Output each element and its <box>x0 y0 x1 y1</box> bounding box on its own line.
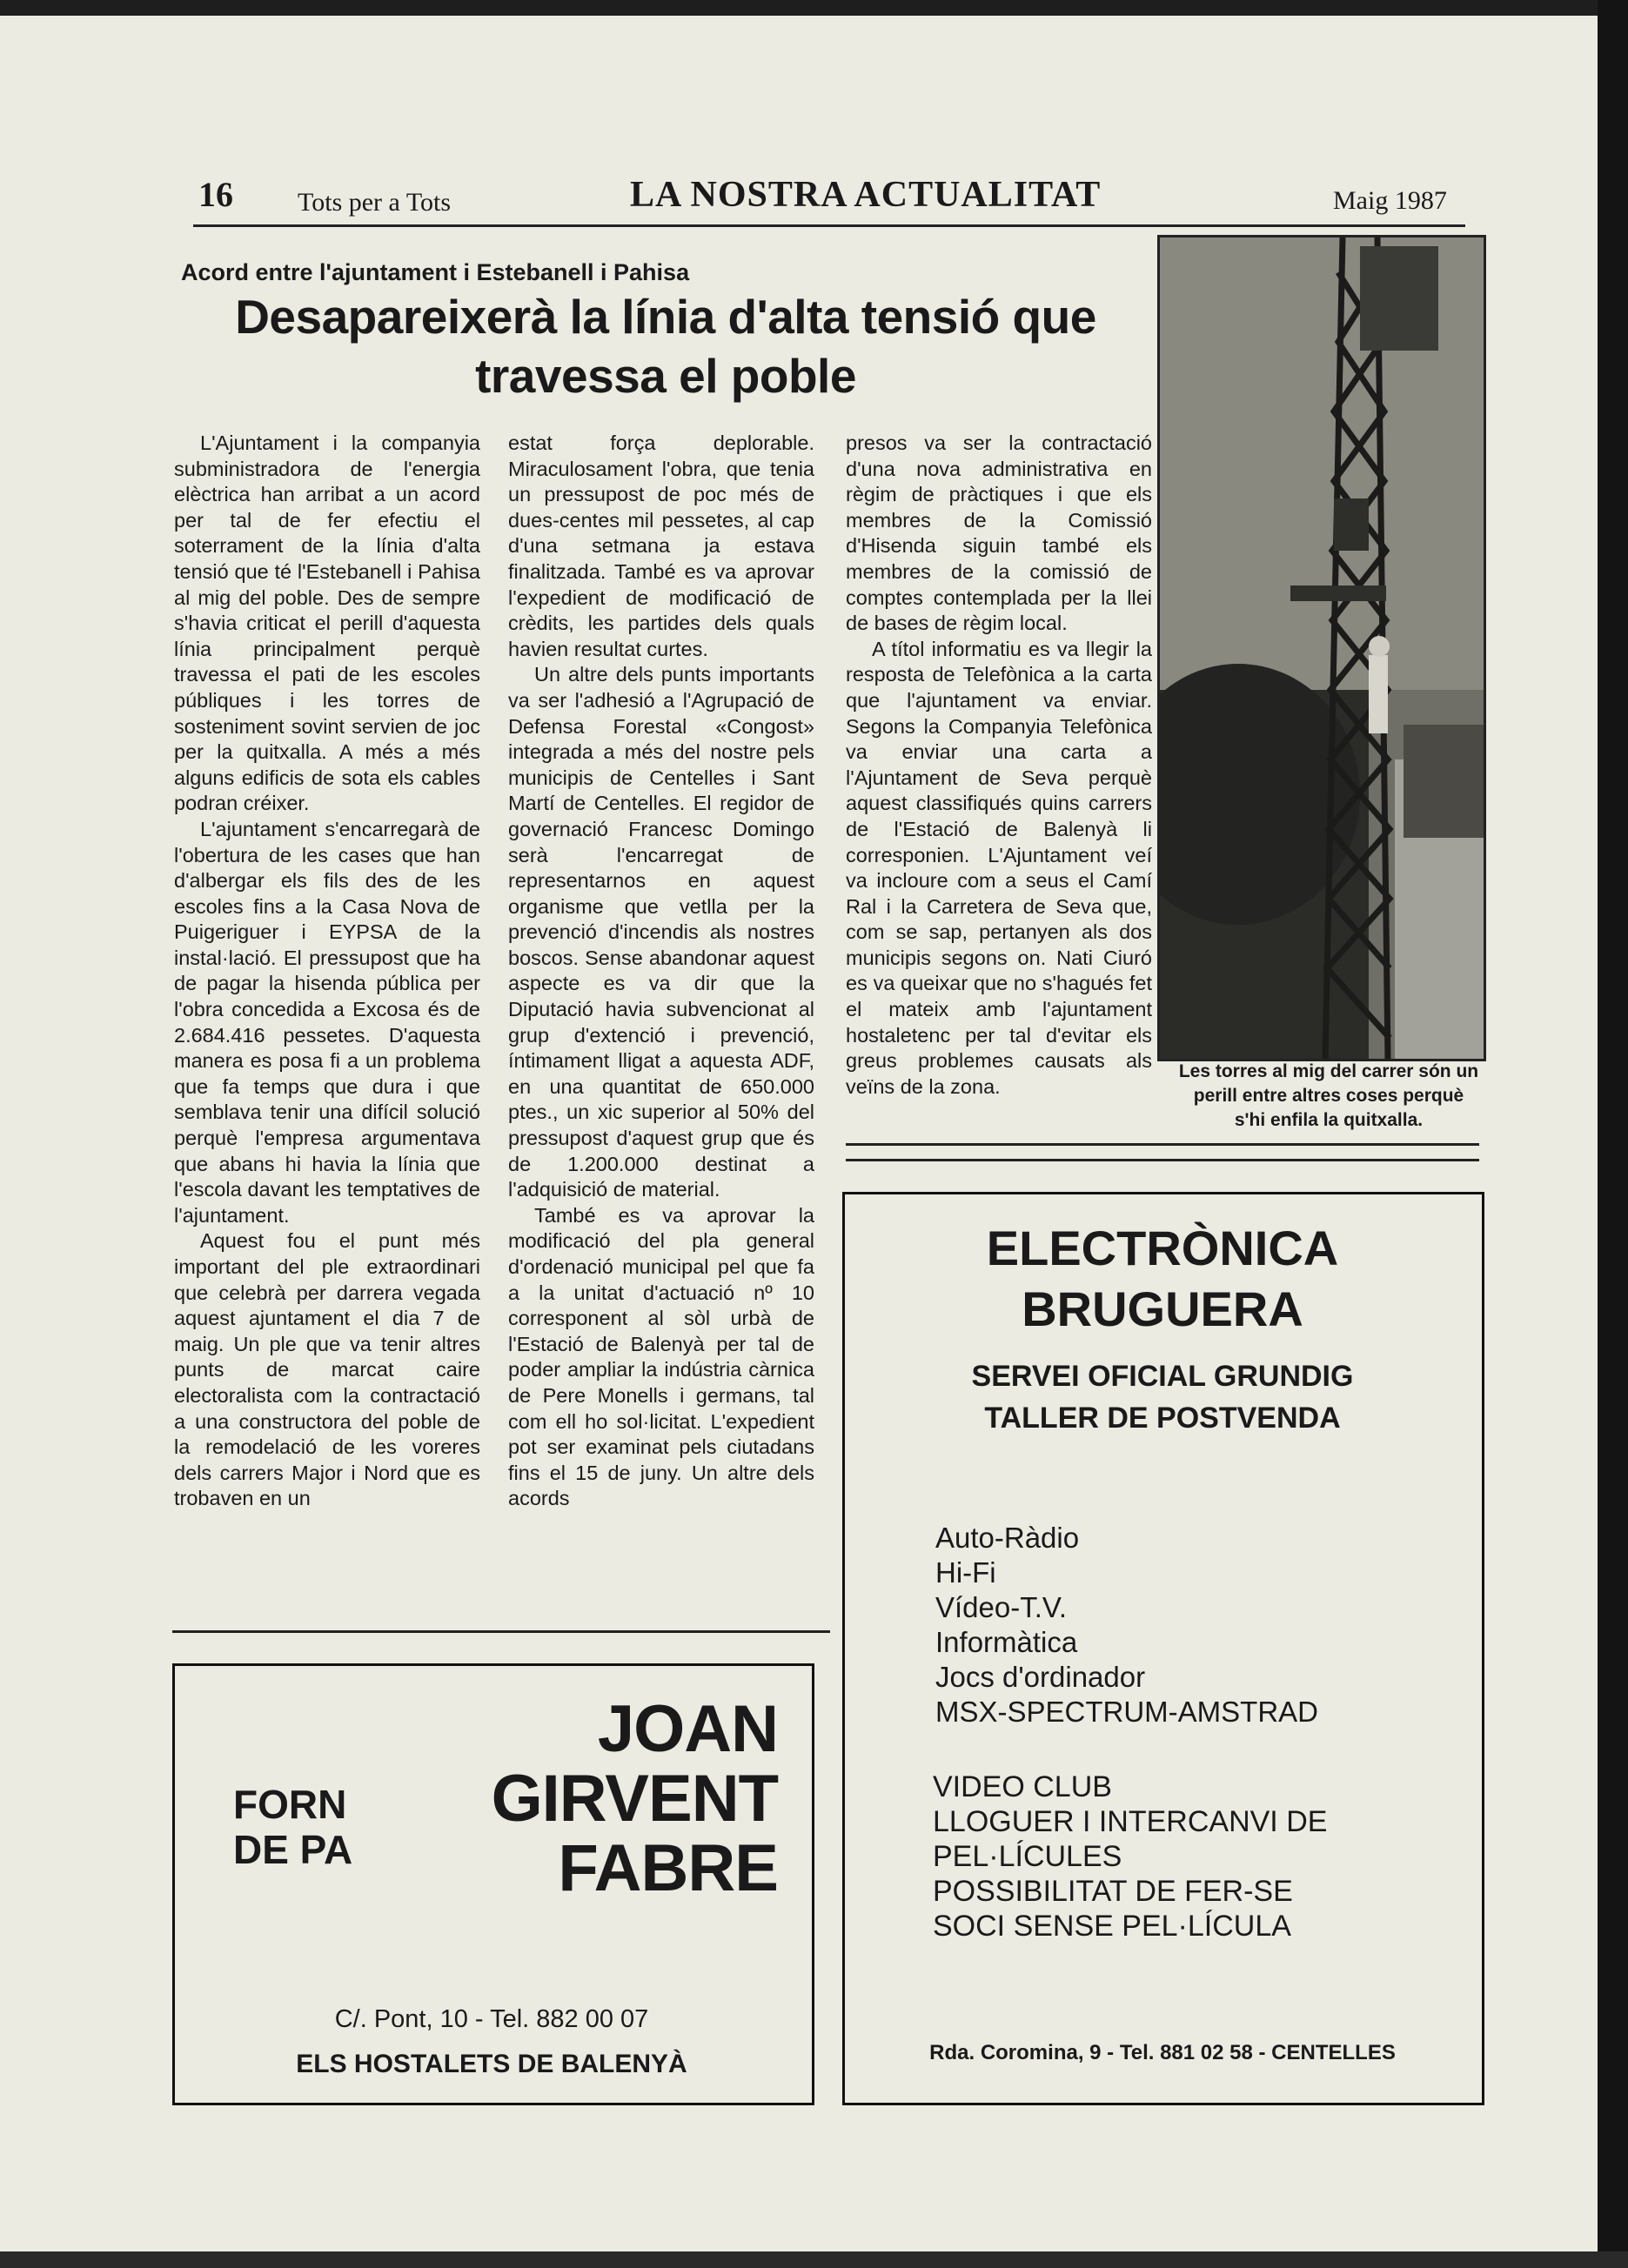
article-headline: Desapareixerà la línia d'alta tensió que travessa el poble <box>235 290 1096 403</box>
ad-service-line: SERVEI OFICIAL GRUNDIG <box>971 1360 1354 1393</box>
ad-product-item: Informàtica <box>935 1626 1078 1658</box>
power-tower-photo <box>1157 235 1486 1061</box>
ad-club-line: PEL·LÍCULES <box>933 1840 1122 1873</box>
ad-service-lines <box>842 1355 1483 1439</box>
ad-owner-line: FABRE <box>558 1831 778 1905</box>
ad-town: ELS HOSTALETS DE BALENYÀ <box>296 2050 687 2078</box>
photo-caption: Les torres al mig del carrer són un perill entre altres coses perquè s'hi enfila la quitxalla. <box>1178 1061 1479 1130</box>
ad-product-item: Auto-Ràdio <box>935 1522 1080 1554</box>
ad-club-line: LLOGUER I INTERCANVI DE <box>933 1805 1328 1838</box>
ad-product-item: Jocs d'ordinador <box>935 1661 1146 1693</box>
ad-product-item: MSX-SPECTRUM-AMSTRAD <box>935 1696 1319 1728</box>
article-paragraph: estat força deplorable. Miraculosament l'obra, que tenia un pressupost de poc més de dues-centes mil pessetes, al cap d'una setmana ja estava finalitzada. També es va aprovar l'expedient de modificació de crèdits, les partides dels quals havien resultat curtes. <box>508 432 814 660</box>
ad-shop-address: Rda. Coromina, 9 - Tel. 881 02 58 - CENTELLES <box>929 2041 1396 2064</box>
column-rule <box>172 1630 830 1633</box>
article-paragraph: L'ajuntament s'encarregarà de l'obertura de les cases que han d'albergar els fils des de les escoles fins a la Casa Nova de Puigeriguer i EYPSA de la instal·lació. El pressupost que ha de pagar la hisenda pública per l'obra concedida a Excosa és de 2.684.416 pessetes. D'aquesta manera es posa fi a un problema que fa temps que dura i que semblava tenir una difícil solució perquè l'empresa argumentava que abans hi havia la línia que l'escola davant les temptatives de l'ajuntament. <box>174 817 480 1227</box>
ad-shop-name-line: ELECTRÒNICA <box>986 1221 1339 1275</box>
section-title: LA NOSTRA ACTUALITAT <box>630 175 1102 215</box>
ad-video-club <box>933 1770 1327 1944</box>
article-kicker: Acord entre l'ajuntament i Estebanell i Pahisa <box>181 259 690 285</box>
ad-product-list <box>935 1521 1318 1729</box>
ad-shop-name <box>842 1218 1483 1340</box>
article-paragraph: També es va aprovar la modificació del pla general d'ordenació municipal pel que fa a la unitat d'actuació nº 10 corresponent al sòl urbà de l'Estació de Balenyà per tal de poder ampliar la indústria càrnica de Pere Monells i germans, tal com ell ho sol·licitat. L'expedient pot ser examinat pels ciutadans fins el 15 de juny. Un altre dels acords <box>508 1203 814 1510</box>
issue-date: Maig 1987 <box>1333 186 1447 215</box>
ad-service-line: TALLER DE POSTVENDA <box>984 1402 1341 1435</box>
ad-address: C/. Pont, 10 - Tel. 882 00 07 <box>334 2005 649 2033</box>
ad-owner-line: GIRVENT <box>491 1762 778 1836</box>
ad-owner-name <box>470 1692 778 1905</box>
article-paragraph: presos va ser la contractació d'una nova administrativa en règim de pràctiques i que els membres de la Comissió d'Hisenda siguin també els membres de la comissió de comptes contemplada per la llei de bases de règim local. <box>846 432 1152 635</box>
article-column-1 <box>174 431 480 1512</box>
ad-forn-label <box>233 1782 352 1872</box>
scan-bottom-edge <box>0 2251 1628 2268</box>
ad-product-item: Vídeo-T.V. <box>935 1591 1068 1623</box>
ad-owner-line: JOAN <box>597 1692 778 1766</box>
article-column-3 <box>846 431 1152 1100</box>
header-rule <box>193 224 1465 227</box>
article-paragraph: L'Ajuntament i la companyia subministradora de l'energia elèctrica han arribat a un acord per tal de fer efectiu el soterrament de la línia d'alta tensió que té l'Estebanell i Pahisa al mig del poble. Des de sempre s'havia criticat el perill d'aquesta línia principalment perquè travessa el pati de les escoles públiques i les torres de sosteniment sovint servien de joc per la quitxalla. A més a més alguns edificis de sota els cables podran créixer. <box>174 432 480 815</box>
ad-forn-line: DE PA <box>233 1827 353 1872</box>
publication-name: Tots per a Tots <box>298 188 452 217</box>
column-rule <box>846 1159 1479 1161</box>
column-rule <box>846 1143 1479 1146</box>
page-number: 16 <box>198 175 233 214</box>
article-column-2 <box>508 431 814 1512</box>
ad-club-line: VIDEO CLUB <box>933 1770 1112 1803</box>
ad-club-line: POSSIBILITAT DE FER-SE <box>933 1875 1293 1908</box>
page-spine-shadow <box>1598 0 1628 2268</box>
article-paragraph: Un altre dels punts importants va ser l'adhesió a l'Agrupació de Defensa Forestal «Congost» integrada a més del nostre pels municipis de Centelles i Sant Martí de Centelles. El regidor de governació Francesc Domingo serà l'encarregat de representarnos en aquest organisme que vetlla per la prevenció d'incendis als nostres boscos. Sense abandonar aquest aspecte es va dir que la Diputació havia subvencionat al grup d'extenció i prevenció, íntimament lligat a aquesta ADF, en una quantitat de 650.000 ptes., un xic superior al 50% del pressupost d'aquest grup que és de 1.200.000 destinat a l'adquisició de material. <box>508 663 814 1201</box>
ad-club-line: SOCI SENSE PEL·LÍCULA <box>933 1910 1291 1943</box>
ad-product-item: Hi-Fi <box>935 1556 996 1589</box>
ad-shop-name-line: BRUGUERA <box>1022 1281 1303 1336</box>
article-paragraph: Aquest fou el punt més important del ple extraordinari que celebrà per darrera vegada aquest ajuntament el dia 7 de maig. Un ple que va tenir altres punts de marcat caire electoralista com la contractació a una constructora del poble de la remodelació de les voreres dels carrers Major i Nord que es trobaven en un <box>174 1229 480 1510</box>
article-paragraph: A títol informatiu es va llegir la resposta de Telefònica a la carta que l'ajuntament va enviar. Segons la Companyia Telefònica va enviar una carta a l'Ajuntament de Seva perquè aquest classifiqués quins carrers de l'Estació de Balenyà li corresponien. L'Ajuntament veí va incloure com a seus el Camí Ral i la Carretera de Seva que, com se sap, pertanyen als dos municipis segons on. Nati Ciuró es va queixar que no s'hagués fet el mateix amb l'ajuntament hostaletenc per tal d'evitar els greus problemes causats als veïns de la zona. <box>846 637 1152 1098</box>
ad-forn-line: FORN <box>233 1782 347 1827</box>
